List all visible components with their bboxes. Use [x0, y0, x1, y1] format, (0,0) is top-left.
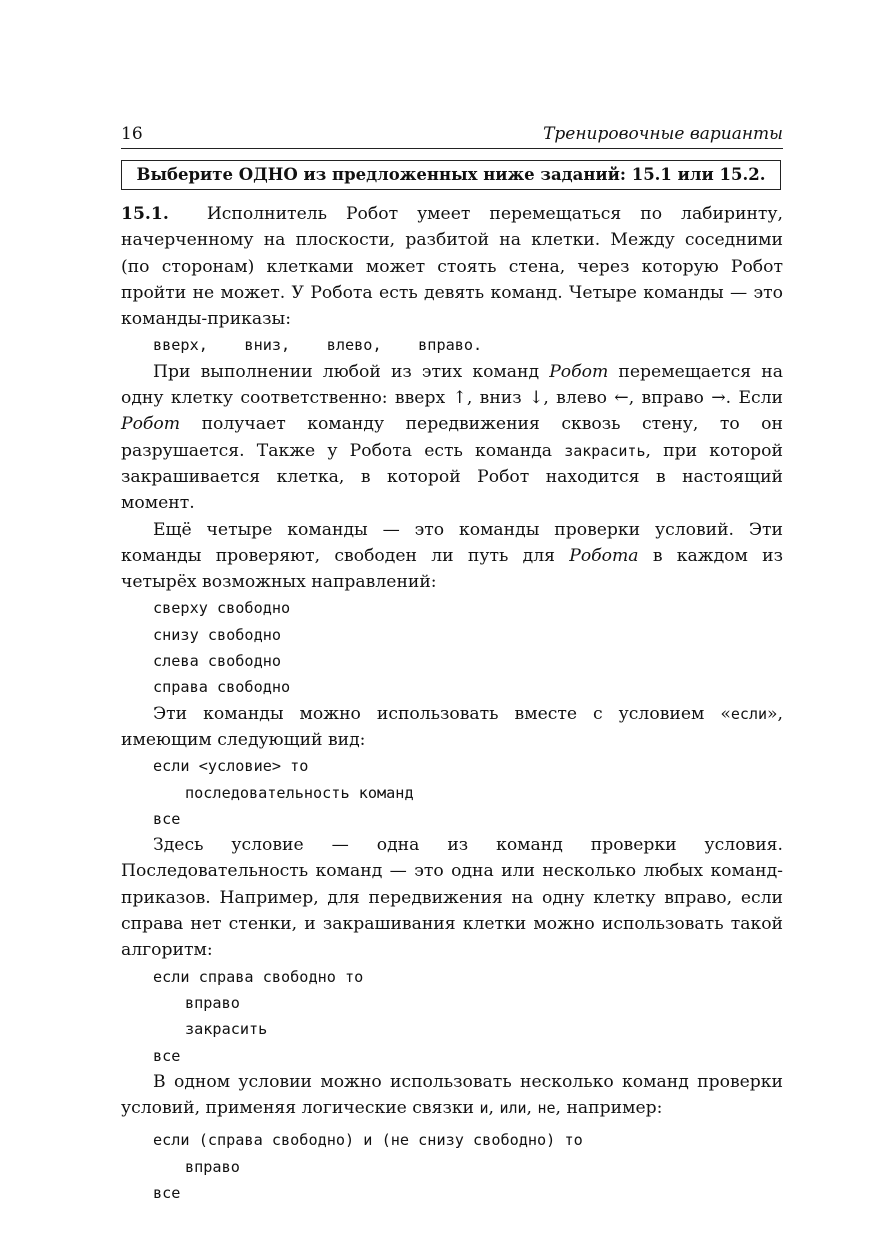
- if-keyword: если: [730, 704, 768, 723]
- paragraph-conditions: Ещё четыре команды — это команды проверки условий. Эти команды проверяют, свободен ли путь для Робота в каждом из четырёх возможных направлений:: [121, 519, 783, 593]
- robot-name: Робот: [549, 361, 609, 382]
- move-commands: вверх, вниз, влево, вправо.: [153, 336, 483, 355]
- paragraph-explanation: Здесь условие — одна из команд проверки условия. Последовательность команд — это одна или несколько любых команд-приказов. Например, для передвижения на одну клетку вправо, если справа нет стенки, и закрашивания клетки можно использовать такой алгоритм:: [121, 835, 783, 961]
- task-body: [121, 201, 783, 1206]
- syntax-line: последовательность команд: [185, 783, 414, 802]
- robot-name: Робот: [121, 414, 181, 435]
- task-label: 15.1.: [121, 204, 169, 224]
- condition-command: справа свободно: [153, 678, 291, 697]
- or-keyword: или: [499, 1099, 527, 1118]
- paint-command: закрасить: [564, 441, 646, 460]
- example-line: вправо: [185, 993, 240, 1012]
- syntax-line: если <условие> то: [153, 757, 309, 776]
- paragraph-move-rules: При выполнении любой из этих команд Робот перемещается на одну клетку соответственно: вверх ↑, вниз ↓, влево ←, вправо →. Если Робот получает команду передвижения сквозь стену, то он разрушается. Также у Робота есть команда закрасить, при которой закрашивается клетка, в которой Робот находится в настоящий момент.: [121, 361, 783, 514]
- instruction-box: Выберите ОДНО из предложенных ниже заданий: 15.1 или 15.2.: [121, 160, 781, 190]
- paragraph-if: Эти команды можно использовать вместе с условием «если», имеющим следующий вид:: [121, 703, 783, 750]
- task-intro-text: Исполнитель Робот умеет перемещаться по лабиринту, начерченному на плоскости, разбитой на клетки. Между соседними (по сторонам) клетками может стоять стена, через которую Робот пройти не может. У Робота есть девять команд. Четыре команды — это команды-приказы:: [121, 204, 783, 330]
- and-keyword: и: [479, 1099, 489, 1118]
- example2-line: вправо: [185, 1157, 240, 1176]
- example-line: если справа свободно то: [153, 967, 364, 986]
- page-number: 16: [121, 124, 143, 144]
- condition-command: снизу свободно: [153, 625, 282, 644]
- page-header: [121, 124, 783, 146]
- example2-line: если (справа свободно) и (не снизу свободно) то: [153, 1131, 583, 1150]
- robot-name: Робота: [569, 545, 639, 566]
- example-line: все: [153, 1046, 181, 1065]
- task-intro: [121, 201, 783, 332]
- running-title: Тренировочные варианты: [543, 124, 783, 144]
- not-keyword: не: [537, 1099, 556, 1118]
- header-rule: [121, 148, 783, 149]
- paragraph-logic: В одном условии можно использовать несколько команд проверки условий, применяя логические связки и, или, не, например:: [121, 1071, 783, 1119]
- syntax-line: все: [153, 809, 181, 828]
- condition-command: сверху свободно: [153, 599, 291, 618]
- example-line: закрасить: [185, 1020, 268, 1039]
- condition-command: слева свободно: [153, 652, 282, 671]
- example2-line: все: [153, 1183, 181, 1202]
